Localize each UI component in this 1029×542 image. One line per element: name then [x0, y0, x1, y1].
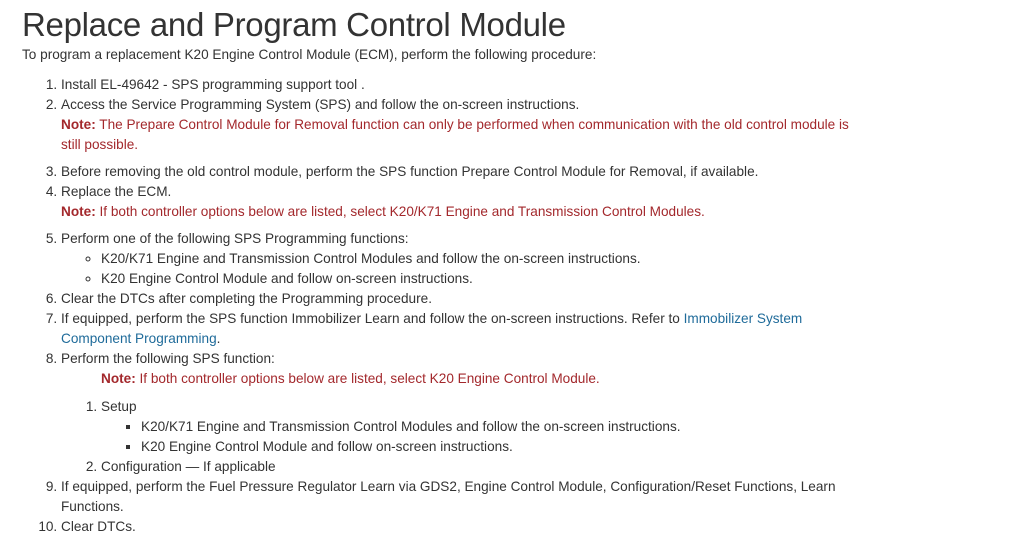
step-8	[61, 349, 871, 477]
step-text: Access the Service Programming System (SPS) and follow the on-screen instructions.	[61, 97, 580, 112]
note	[61, 202, 871, 222]
step-2	[61, 95, 871, 155]
step-3	[61, 162, 871, 182]
setup-options	[101, 417, 871, 457]
step-text: If equipped, perform the SPS function Immobilizer Learn and follow the on-screen instructions. Refer to	[61, 311, 684, 326]
step-text: Install EL-49642 - SPS programming support tool .	[61, 77, 365, 92]
option-list	[61, 249, 871, 289]
list-item: ▪ K20 Engine Control Module and follow on-screen instructions.	[141, 437, 871, 457]
intro-text: To program a replacement K20 Engine Control Module (ECM), perform the following procedure:	[22, 47, 597, 62]
note-text: The Prepare Control Module for Removal function can only be performed when communication with the old control module is still possible.	[61, 117, 849, 152]
note-label: Note:	[61, 117, 96, 132]
step-9	[61, 477, 871, 517]
substep-setup	[101, 397, 871, 457]
step-text: Before removing the old control module, perform the SPS function Prepare Control Module for Removal, if available.	[61, 164, 759, 179]
step-10	[61, 517, 871, 537]
substep-configuration: 2. Configuration — If applicable	[101, 457, 871, 477]
step-5	[61, 229, 871, 289]
list-item: ◦ K20/K71 Engine and Transmission Control Modules and follow the on-screen instructions.	[101, 249, 871, 269]
list-item: ▪ K20/K71 Engine and Transmission Control Modules and follow the on-screen instructions.	[141, 417, 871, 437]
note	[61, 115, 871, 155]
step-text: Clear DTCs.	[61, 519, 136, 534]
step-1	[61, 75, 871, 95]
procedure-steps	[22, 75, 871, 537]
note	[61, 369, 871, 389]
step-text: Perform one of the following SPS Programming functions:	[61, 231, 409, 246]
note-label: Note:	[61, 204, 96, 219]
step-4	[61, 182, 871, 222]
immobilizer-link[interactable]: Immobilizer System Component Programming	[61, 311, 803, 346]
step-text: Perform the following SPS function:	[61, 351, 275, 366]
note-label: Note:	[101, 371, 136, 386]
step-text: Replace the ECM.	[61, 184, 172, 199]
step-7	[61, 309, 871, 349]
substep-text: Setup	[101, 399, 137, 414]
step-6	[61, 289, 871, 309]
step-text-end: .	[216, 331, 221, 346]
step-text: If equipped, perform the Fuel Pressure Regulator Learn via GDS2, Engine Control Module, Configuration/Reset Functions, Learn Functions.	[61, 479, 836, 514]
step-text: Clear the DTCs after completing the Programming procedure.	[61, 291, 432, 306]
note-text: If both controller options below are listed, select K20/K71 Engine and Transmission Control Modules.	[99, 204, 705, 219]
note-text: If both controller options below are listed, select K20 Engine Control Module.	[139, 371, 600, 386]
page-title: Replace and Program Control Module	[22, 6, 566, 43]
list-item: ◦ K20 Engine Control Module and follow on-screen instructions.	[101, 269, 871, 289]
substeps	[61, 397, 871, 477]
